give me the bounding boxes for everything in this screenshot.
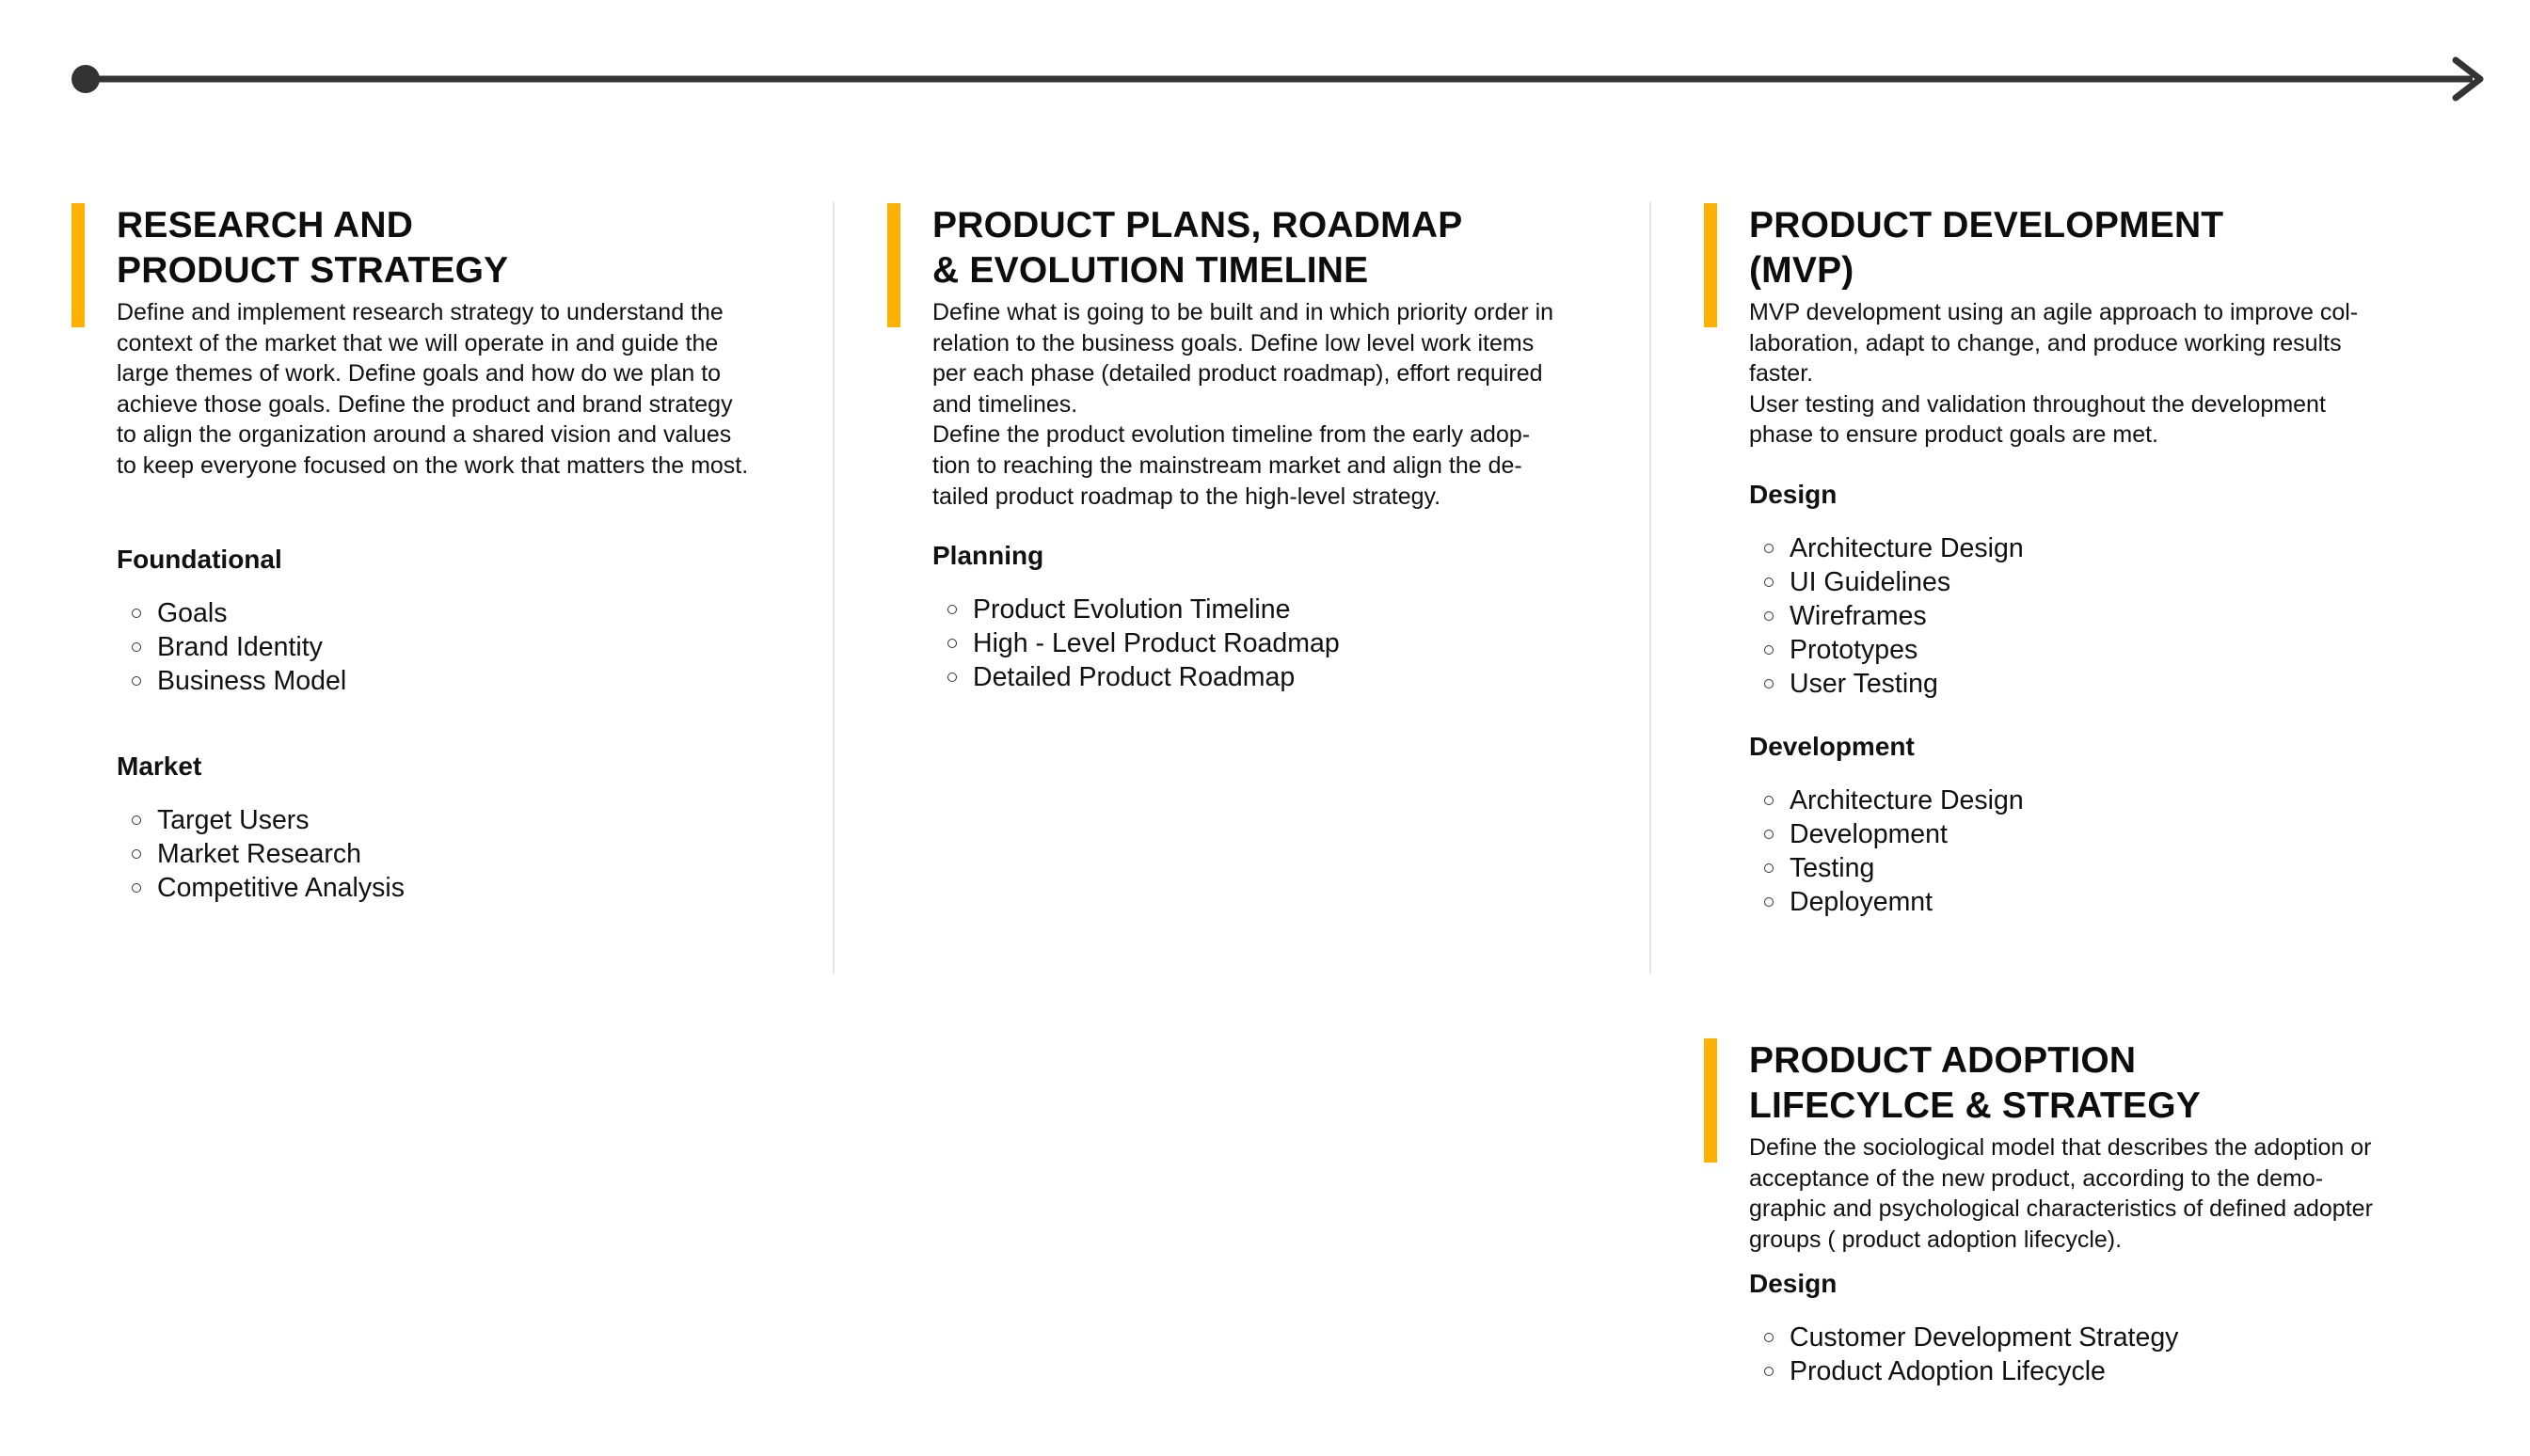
card-title <box>117 203 748 293</box>
list-item-label: Deployemnt <box>1790 886 1933 917</box>
section-item-list <box>1749 783 2358 919</box>
card-title-line: RESEARCH AND <box>117 205 414 245</box>
bullet-circle-icon <box>1764 1367 1774 1376</box>
bullet-circle-icon <box>1764 611 1774 621</box>
card-description-line: context of the market that we will operate in and guide the <box>117 329 719 356</box>
section-label: Design <box>1749 479 1838 509</box>
card-content <box>1749 203 2358 919</box>
card-description <box>932 297 1553 512</box>
card-description-line: phase to ensure product goals are met. <box>1749 421 2158 449</box>
bullet-circle-icon <box>1764 1333 1774 1342</box>
list-item-label: Product Adoption Lifecycle <box>1790 1356 2106 1387</box>
section-label: Design <box>1749 1269 1838 1299</box>
card-description-line: tion to reaching the mainstream market and align the de- <box>932 451 1522 479</box>
card-title-line: LIFECYLCE & STRATEGY <box>1749 1085 2201 1126</box>
list-item-label: Competitive Analysis <box>157 872 405 903</box>
column-divider <box>1649 201 1651 974</box>
list-item <box>1749 633 2358 667</box>
list-item-label: Testing <box>1790 852 1875 883</box>
bullet-circle-icon <box>947 673 957 682</box>
list-item <box>1749 531 2358 565</box>
card-title-line: PRODUCT ADOPTION <box>1749 1040 2137 1081</box>
card-title-line: PRODUCT STRATEGY <box>117 250 509 291</box>
bullet-circle-icon <box>947 639 957 648</box>
list-item-label: Architecture Design <box>1790 784 2024 815</box>
bullet-circle-icon <box>1764 544 1774 553</box>
card-section-planning <box>932 540 1553 694</box>
card-description-line: Define the sociological model that describes the adoption or <box>1749 1134 2372 1161</box>
list-item <box>1749 565 2358 599</box>
card-description-line: per each phase (detailed product roadmap), effort required <box>932 360 1543 388</box>
list-item-label: User Testing <box>1790 668 1938 699</box>
card-description-line: achieve those goals. Define the product and brand strategy <box>117 390 733 418</box>
bullet-circle-icon <box>1764 796 1774 805</box>
card-accent-bar <box>72 203 85 327</box>
list-item <box>1749 599 2358 633</box>
bullet-circle-icon <box>1764 578 1774 587</box>
card-description-line: relation to the business goals. Define low level work items <box>932 329 1535 356</box>
list-item <box>117 837 748 871</box>
list-item <box>1749 885 2358 919</box>
card-accent-bar <box>1704 203 1717 327</box>
section-item-list <box>117 596 748 698</box>
list-item-label: Target Users <box>157 804 310 835</box>
card-description-line: laboration, adapt to change, and produce working results <box>1749 329 2342 356</box>
card-accent-bar <box>887 203 900 327</box>
bullet-circle-icon <box>1764 645 1774 655</box>
section-item-list <box>1749 1321 2373 1388</box>
bullet-circle-icon <box>132 883 141 893</box>
list-item-label: Customer Development Strategy <box>1790 1322 2179 1353</box>
list-item-label: Product Evolution Timeline <box>973 594 1291 625</box>
card-title-line: (MVP) <box>1749 250 1854 291</box>
card-description-line: Define and implement research strategy to understand the <box>117 299 724 325</box>
card-description-line: Define what is going to be built and in which priority order in <box>932 299 1554 325</box>
list-item-label: Prototypes <box>1790 634 1918 665</box>
card-title-line: & EVOLUTION TIMELINE <box>932 250 1369 291</box>
list-item <box>1749 1354 2373 1388</box>
list-item-label: Wireframes <box>1790 600 1927 631</box>
card-content <box>1749 1038 2373 1388</box>
section-label: Development <box>1749 731 1915 761</box>
card-section-design <box>1749 479 2358 701</box>
list-item <box>1749 817 2358 851</box>
bullet-circle-icon <box>132 849 141 859</box>
bullet-circle-icon <box>1764 897 1774 907</box>
list-item <box>932 593 1553 626</box>
card-description-line: and timelines. <box>932 390 1078 418</box>
card-description-line: to align the organization around a shared vision and values <box>117 421 732 449</box>
bullet-circle-icon <box>132 676 141 686</box>
card-description-line: tailed product roadmap to the high-level strategy. <box>932 483 1441 510</box>
card-section-foundational <box>117 544 748 698</box>
timeline-arrow <box>0 0 2530 160</box>
card-description-line: faster. <box>1749 360 1814 388</box>
list-item <box>932 626 1553 660</box>
card-description-line: acceptance of the new product, according to the demo- <box>1749 1164 2324 1192</box>
list-item-label: Goals <box>157 597 228 628</box>
list-item <box>1749 667 2358 701</box>
card-description <box>117 297 748 482</box>
list-item <box>932 660 1553 694</box>
filled-circle-icon <box>72 65 100 93</box>
card-description-line: MVP development using an agile approach to improve col- <box>1749 299 2359 325</box>
list-item-label: Brand Identity <box>157 631 323 662</box>
list-item-label: Development <box>1790 818 1948 849</box>
section-label: Planning <box>932 541 1044 571</box>
card-description <box>1749 1132 2373 1255</box>
card-title <box>932 203 1553 293</box>
list-item <box>117 803 748 837</box>
card-description-line: groups ( product adoption lifecycle). <box>1749 1226 2123 1253</box>
bullet-circle-icon <box>1764 863 1774 873</box>
list-item-label: High - Level Product Roadmap <box>973 628 1340 659</box>
list-item-label: Architecture Design <box>1790 532 2024 563</box>
list-item-label: Market Research <box>157 838 361 869</box>
bullet-circle-icon <box>1764 830 1774 839</box>
bullet-circle-icon <box>132 609 141 618</box>
bullet-circle-icon <box>132 642 141 652</box>
card-description <box>1749 297 2358 451</box>
section-item-list <box>117 803 748 905</box>
card-section-market <box>117 751 748 905</box>
section-label: Market <box>117 751 202 781</box>
list-item <box>1749 1321 2373 1354</box>
card-description-line: Define the product evolution timeline from the early adop- <box>932 421 1531 449</box>
card-title-line: PRODUCT PLANS, ROADMAP <box>932 205 1463 245</box>
list-item <box>117 871 748 905</box>
list-item <box>1749 783 2358 817</box>
card-title-line: PRODUCT DEVELOPMENT <box>1749 205 2224 245</box>
card-section-development <box>1749 731 2358 919</box>
section-label: Foundational <box>117 544 282 574</box>
bullet-circle-icon <box>947 605 957 614</box>
list-item-label: Business Model <box>157 665 347 696</box>
card-description-line: to keep everyone focused on the work that matters the most. <box>117 451 749 479</box>
column-divider <box>833 201 835 974</box>
card-description-line: graphic and psychological characteristics of defined adopter <box>1749 1195 2373 1223</box>
card-section-design <box>1749 1268 2373 1388</box>
bullet-circle-icon <box>132 815 141 825</box>
card-description-line: User testing and validation throughout the development <box>1749 390 2326 418</box>
section-item-list <box>1749 531 2358 701</box>
section-item-list <box>932 593 1553 694</box>
list-item <box>117 630 748 664</box>
card-description-line: large themes of work. Define goals and how do we plan to <box>117 360 722 388</box>
card-accent-bar <box>1704 1038 1717 1163</box>
bullet-circle-icon <box>1764 679 1774 688</box>
list-item <box>117 596 748 630</box>
card-content <box>932 203 1553 694</box>
list-item <box>1749 851 2358 885</box>
card-title <box>1749 203 2358 293</box>
card-content <box>117 203 748 905</box>
list-item <box>117 664 748 698</box>
list-item-label: UI Guidelines <box>1790 566 1951 597</box>
list-item-label: Detailed Product Roadmap <box>973 662 1296 693</box>
card-title <box>1749 1038 2373 1129</box>
